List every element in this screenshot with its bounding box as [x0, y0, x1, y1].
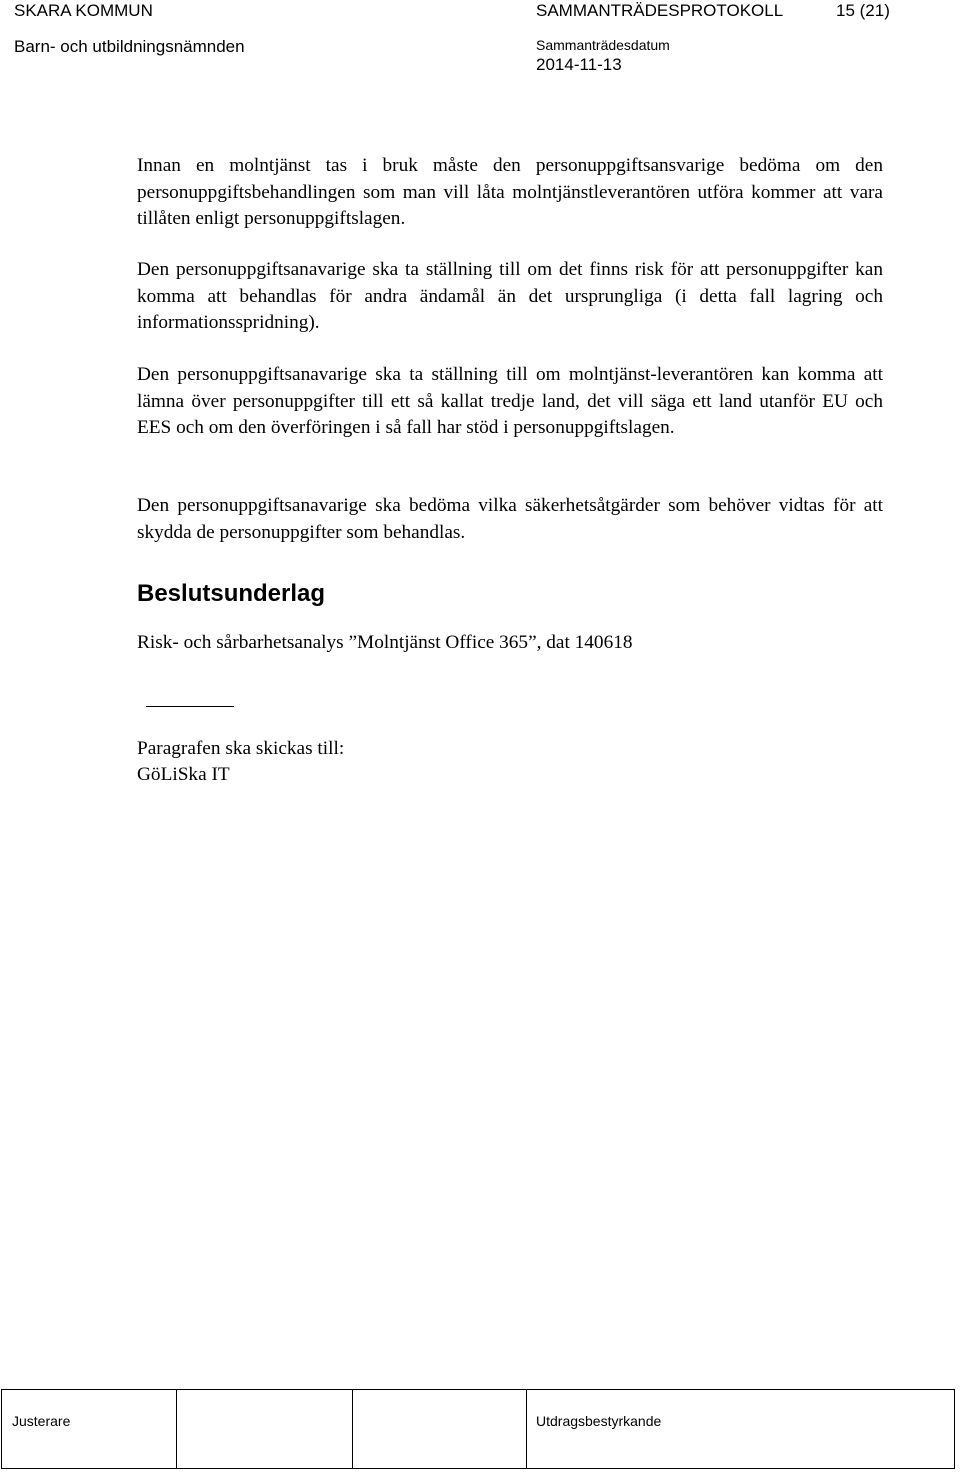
meeting-date-label: Sammanträdesdatum — [536, 37, 670, 53]
board-name: Barn- och utbildningsnämnden — [14, 37, 245, 56]
paragraph-text: Innan en molntjänst tas i bruk måste den personuppgiftsansvarige bedöma om den personuppgiftsbehandlingen som man vill låta molntjänstleverantören utföra kommer att vara tillåten enligt personuppgiftslagen. — [137, 155, 883, 229]
paragraph-3 — [137, 362, 883, 442]
paragraph-1 — [137, 153, 883, 233]
send-to-recipient: GöLiSka IT — [137, 764, 230, 785]
paragraph-2 — [137, 257, 883, 337]
signature-cell — [176, 1390, 353, 1468]
paragraph-text: Den personuppgiftsanavarige ska ta ställning till om molntjänst-leverantören kan komma att lämna över personuppgifter till ett så kallat tredje land, det vill säga ett land utanför EU och EES och om den överföringen i så fall har stöd i personuppgiftslagen. — [137, 364, 883, 438]
utdragsbestyrkande-cell — [526, 1390, 954, 1468]
send-to-label: Paragrafen ska skickas till: — [137, 738, 345, 759]
page-number: 15 (21) — [836, 1, 890, 20]
paragraph-text: Den personuppgiftsanavarige ska bedöma vilka säkerhetsåtgärder som behöver vidtas för att skydda de personuppgifter som behandlas. — [137, 495, 883, 543]
separator-line — [146, 706, 234, 707]
utdragsbestyrkande-label: Utdragsbestyrkande — [536, 1413, 662, 1429]
decision-basis-item: Risk- och sårbarhetsanalys ”Molntjänst Office 365”, dat 140618 — [137, 632, 633, 653]
document-type: SAMMANTRÄDESPROTOKOLL — [536, 1, 784, 20]
justerare-label: Justerare — [12, 1413, 71, 1429]
paragraph-4 — [137, 493, 883, 546]
signature-cell — [352, 1390, 527, 1468]
organization-name: SKARA KOMMUN — [14, 1, 153, 20]
paragraph-text: Den personuppgiftsanavarige ska ta ställning till om det finns risk för att personuppgifter kan komma att behandlas för andra ändamål än det ursprungliga (i detta fall lagring och informationsspridning). — [137, 259, 883, 333]
justerare-cell — [2, 1390, 177, 1468]
signature-table — [1, 1389, 955, 1469]
section-heading: Beslutsunderlag — [137, 580, 326, 607]
meeting-date: 2014-11-13 — [536, 55, 622, 74]
